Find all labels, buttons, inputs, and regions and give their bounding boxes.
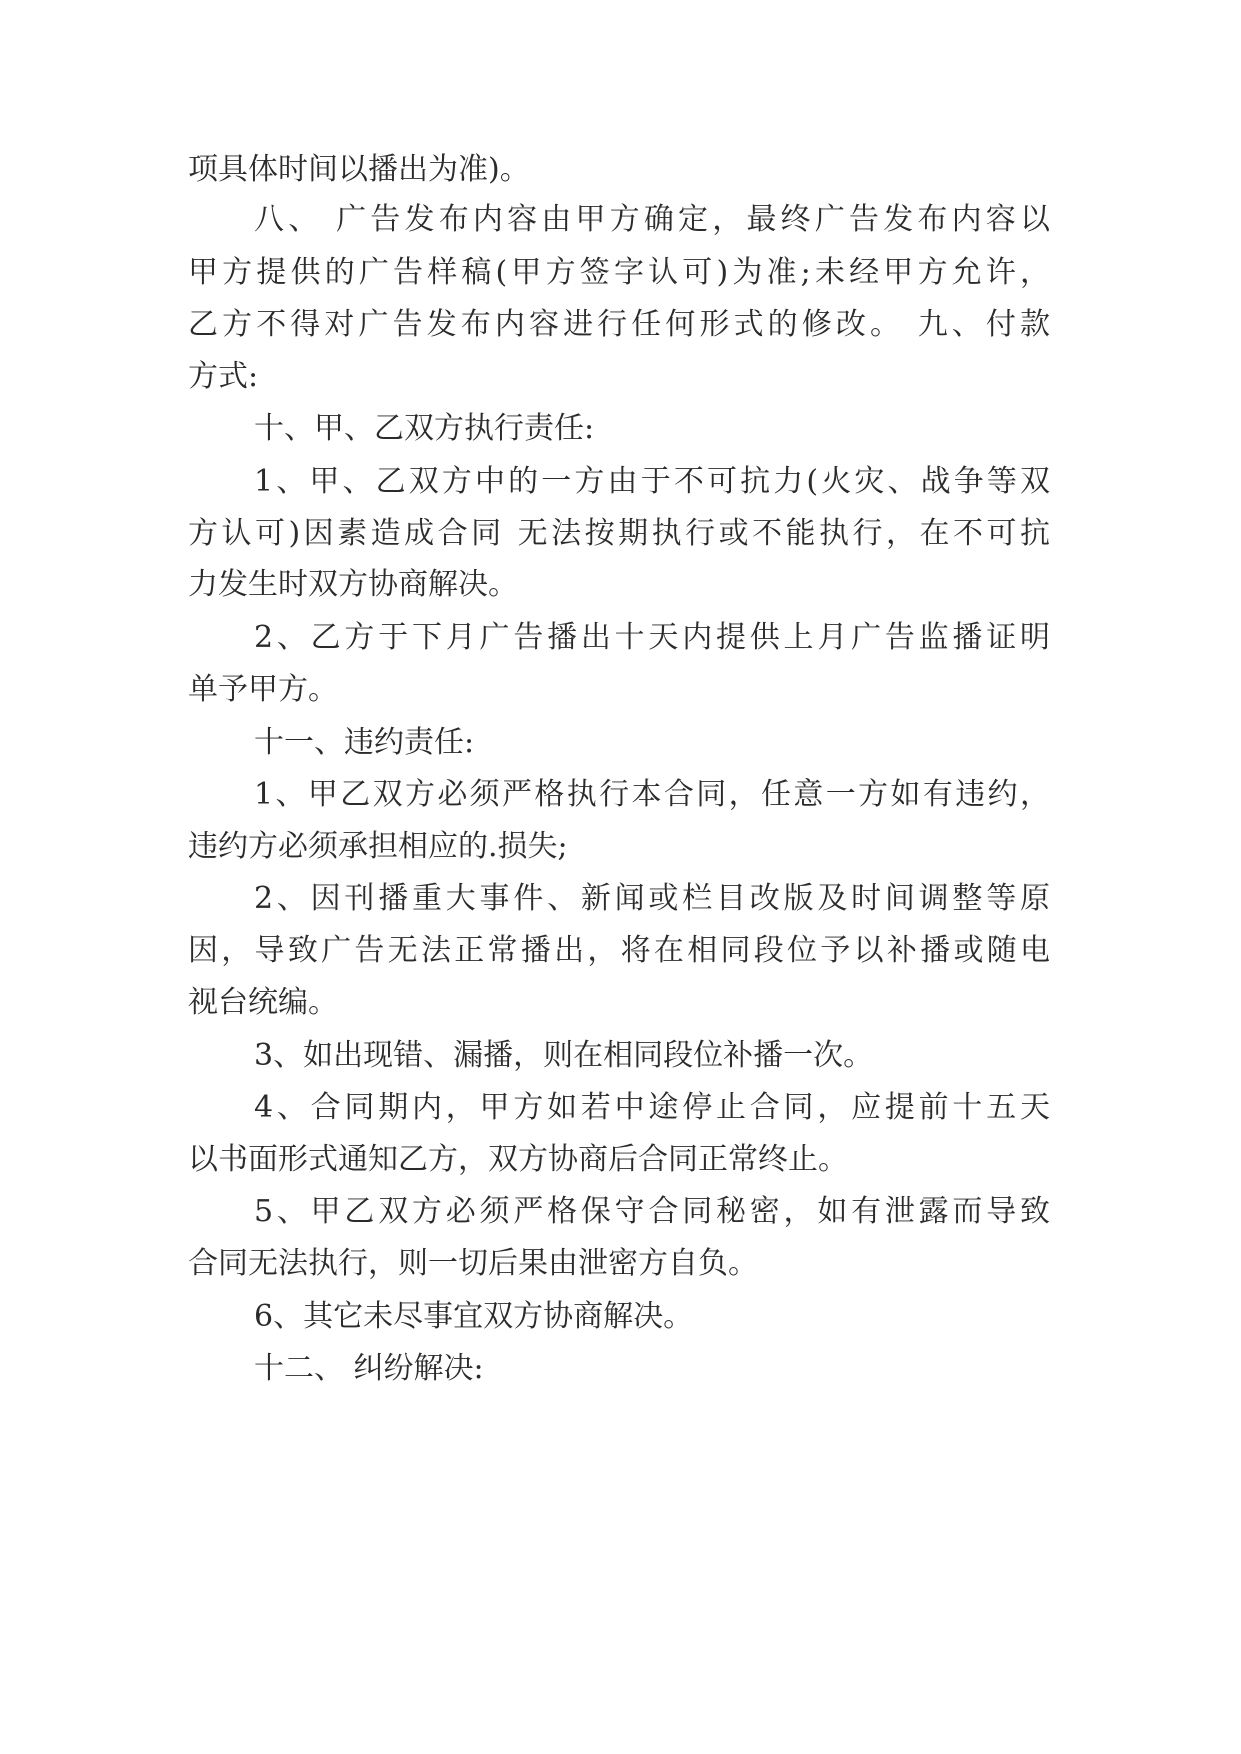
text-line: 违约方必须承担相应的.损失;	[188, 829, 568, 864]
text-line: 甲方提供的广告样稿(甲方签字认可)为准;未经甲方允许，	[188, 255, 1050, 290]
text-line: 单予甲方。	[188, 672, 338, 707]
text-line: 方认可)因素造成合同 无法按期执行或不能执行，在不可抗	[188, 516, 1050, 551]
text-line: 2、乙方于下月广告播出十天内提供上月广告监播证明	[254, 620, 1050, 655]
text-line: 1、甲乙双方必须严格执行本合同，任意一方如有违约，	[254, 777, 1050, 812]
text-line: 十、甲、乙双方执行责任:	[254, 411, 595, 446]
text-line: 力发生时双方协商解决。	[188, 567, 518, 602]
text-line: 3、如出现错、漏播，则在相同段位补播一次。	[254, 1038, 874, 1073]
text-line: 视台统编。	[188, 985, 338, 1020]
text-line: 合同无法执行，则一切后果由泄密方自负。	[188, 1246, 758, 1281]
text-line: 5、甲乙双方必须严格保守合同秘密，如有泄露而导致	[254, 1194, 1050, 1229]
text-line: 十二、 纠纷解决:	[254, 1351, 484, 1386]
text-line: 项具体时间以播出为准)。	[188, 152, 530, 187]
text-line: 因，导致广告无法正常播出，将在相同段位予以补播或随电	[188, 933, 1050, 968]
text-line: 八、 广告发布内容由甲方确定，最终广告发布内容以	[254, 202, 1050, 237]
text-line: 十一、违约责任:	[254, 725, 475, 760]
text-line: 乙方不得对广告发布内容进行任何形式的修改。 九、付款	[188, 307, 1050, 342]
text-line: 1、甲、乙双方中的一方由于不可抗力(火灾、战争等双	[254, 464, 1050, 499]
text-line: 4、合同期内，甲方如若中途停止合同，应提前十五天	[254, 1090, 1050, 1125]
text-line: 2、因刊播重大事件、新闻或栏目改版及时间调整等原	[254, 881, 1050, 916]
text-line: 方式:	[188, 359, 259, 394]
text-line: 以书面形式通知乙方，双方协商后合同正常终止。	[188, 1142, 848, 1177]
text-line: 6、其它未尽事宜双方协商解决。	[254, 1299, 694, 1334]
